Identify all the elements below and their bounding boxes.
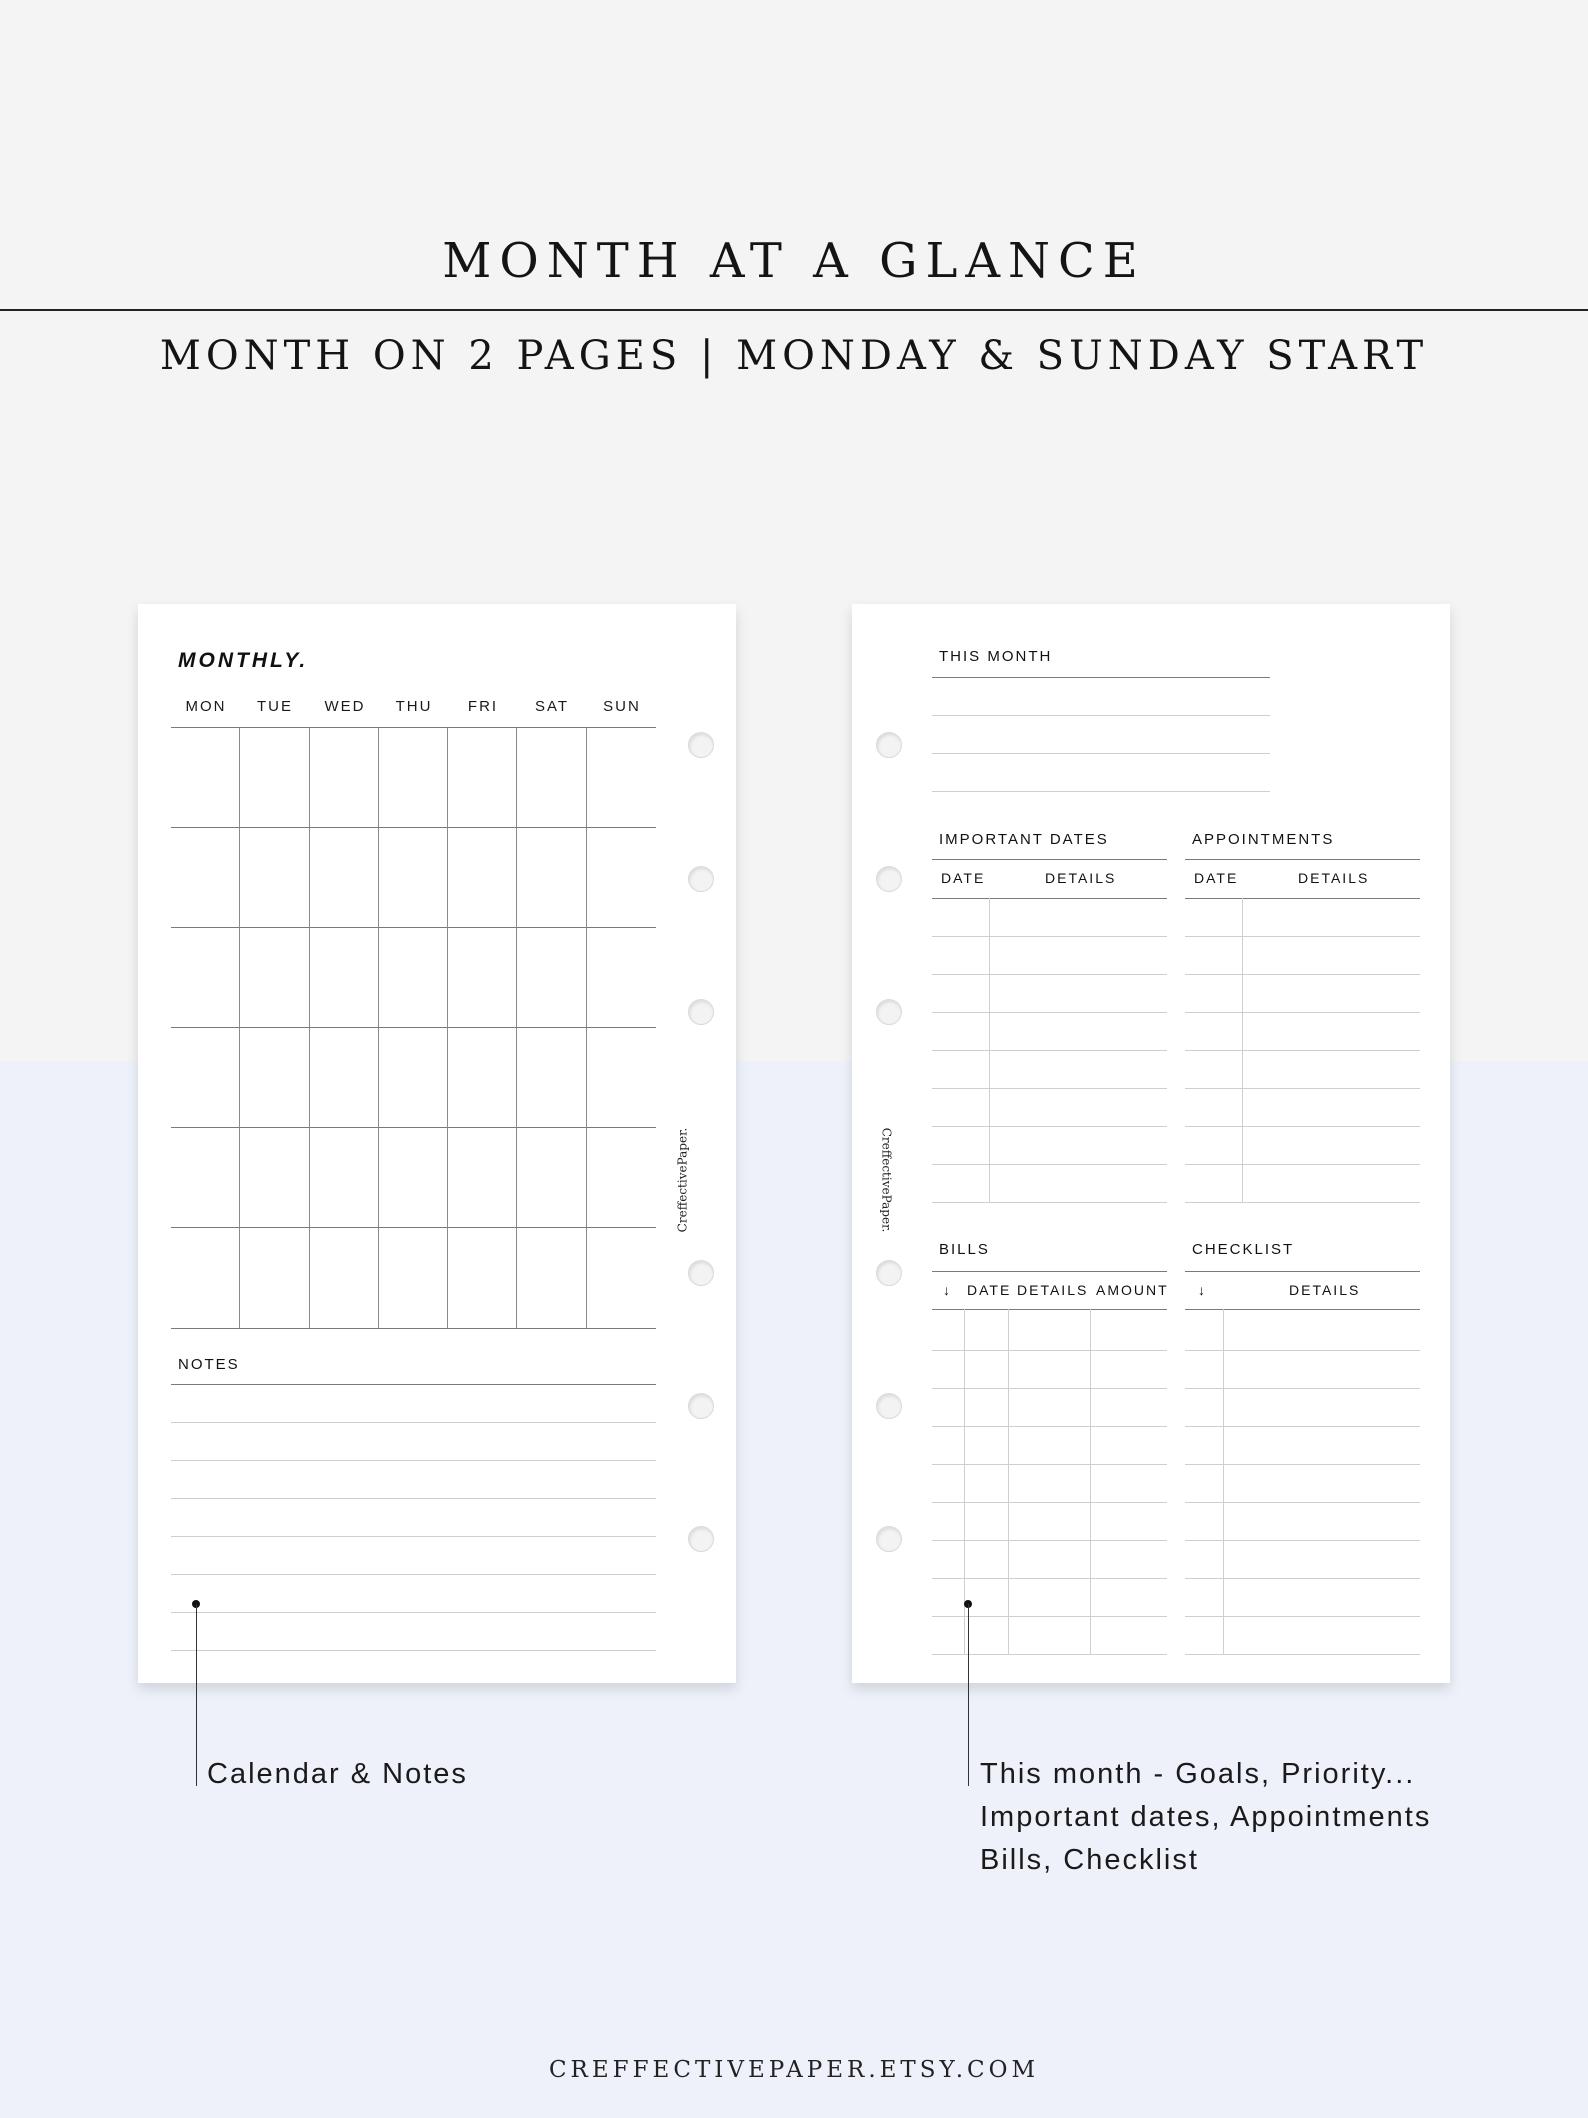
- appointments-rule: [1185, 859, 1420, 860]
- bills-line: [932, 1540, 1167, 1541]
- this-month-line: [932, 753, 1270, 754]
- calendar-cell: [379, 1028, 448, 1128]
- caption-calendar-notes: Calendar & Notes: [207, 1758, 468, 1790]
- calendar-cell: [448, 728, 517, 828]
- appointments-line: [1185, 1126, 1420, 1127]
- callout-leader-left: [196, 1604, 197, 1786]
- calendar-cell: [171, 728, 240, 828]
- ring-hole: [876, 866, 902, 892]
- caption-line: This month - Goals, Priority...: [980, 1758, 1416, 1790]
- ring-hole: [876, 1393, 902, 1419]
- calendar-grid: [171, 727, 656, 1329]
- checklist-line: [1185, 1616, 1420, 1617]
- important-dates-rule: [932, 859, 1167, 860]
- notes-line: [171, 1574, 656, 1575]
- calendar-cell: [587, 828, 656, 928]
- calendar-cell: [517, 828, 586, 928]
- calendar-cell: [379, 928, 448, 1028]
- ring-hole: [876, 1260, 902, 1286]
- caption-line: Bills, Checklist: [980, 1844, 1199, 1876]
- notes-line: [171, 1498, 656, 1499]
- day-header-mon: MON: [185, 698, 227, 715]
- checklist-line: [1185, 1388, 1420, 1389]
- calendar-cell: [310, 1128, 379, 1228]
- notes-line: [171, 1650, 656, 1651]
- important-dates-line: [932, 1012, 1167, 1013]
- calendar-cell: [587, 1128, 656, 1228]
- important-dates-col-details: DETAILS: [1045, 870, 1117, 886]
- calendar-cell: [240, 728, 309, 828]
- ring-hole: [876, 1526, 902, 1552]
- calendar-cell: [517, 1128, 586, 1228]
- day-header-tue: TUE: [257, 698, 293, 715]
- ring-hole: [876, 999, 902, 1025]
- appointments-col-details: DETAILS: [1298, 870, 1370, 886]
- bills-col-check: ↓: [943, 1282, 950, 1298]
- important-dates-line: [932, 1202, 1167, 1203]
- important-dates-line: [932, 974, 1167, 975]
- calendar-cell: [448, 828, 517, 928]
- calendar-cell: [240, 928, 309, 1028]
- bills-rule: [932, 1271, 1167, 1272]
- bills-line: [932, 1350, 1167, 1351]
- this-month-label: THIS MONTH: [939, 648, 1053, 665]
- calendar-cell: [310, 728, 379, 828]
- calendar-cell: [448, 928, 517, 1028]
- bills-col-amount: AMOUNT: [1096, 1282, 1169, 1298]
- bills-line: [932, 1464, 1167, 1465]
- calendar-cell: [379, 1128, 448, 1228]
- important-dates-line: [932, 936, 1167, 937]
- shop-url: CREFFECTIVEPAPER.ETSY.COM: [548, 2057, 1040, 2083]
- ring-hole: [688, 1526, 714, 1552]
- checklist-line: [1185, 1426, 1420, 1427]
- bills-line: [932, 1426, 1167, 1427]
- day-header-wed: WED: [324, 698, 366, 715]
- monthly-heading: MONTHLY.: [178, 649, 309, 672]
- ring-hole: [876, 732, 902, 758]
- bills-line: [932, 1502, 1167, 1503]
- checklist-line: [1185, 1502, 1420, 1503]
- appointments-col-date: DATE: [1194, 870, 1239, 886]
- notes-line: [171, 1460, 656, 1461]
- calendar-cell: [587, 928, 656, 1028]
- appointments-line: [1185, 936, 1420, 937]
- appointments-label: APPOINTMENTS: [1192, 831, 1335, 848]
- ring-hole: [688, 1393, 714, 1419]
- calendar-cell: [517, 1028, 586, 1128]
- calendar-cell: [240, 1228, 309, 1328]
- notes-line: [171, 1422, 656, 1423]
- calendar-cell: [587, 1028, 656, 1128]
- calendar-cell: [240, 828, 309, 928]
- checklist-divider: [1223, 1309, 1224, 1654]
- title-divider: [0, 309, 1588, 311]
- important-dates-line: [932, 1164, 1167, 1165]
- checklist-col-check: ↓: [1198, 1282, 1205, 1298]
- calendar-cell: [379, 728, 448, 828]
- brand-mark: CreffectivePaper.: [675, 1127, 690, 1233]
- calendar-cell: [240, 1028, 309, 1128]
- important-dates-header-rule: [932, 898, 1167, 899]
- appointments-line: [1185, 1050, 1420, 1051]
- calendar-cell: [171, 928, 240, 1028]
- appointments-line: [1185, 1202, 1420, 1203]
- checklist-line: [1185, 1464, 1420, 1465]
- calendar-cell: [240, 1128, 309, 1228]
- important-dates-line: [932, 1050, 1167, 1051]
- calendar-cell: [171, 1228, 240, 1328]
- page-subtitle: MONTH ON 2 PAGES | MONDAY & SUNDAY START: [159, 333, 1429, 379]
- calendar-cell: [587, 728, 656, 828]
- checklist-label: CHECKLIST: [1192, 1241, 1295, 1258]
- calendar-cell: [379, 828, 448, 928]
- this-month-line: [932, 791, 1270, 792]
- notes-line: [171, 1612, 656, 1613]
- bills-divider: [1090, 1309, 1091, 1654]
- appointments-header-rule: [1185, 898, 1420, 899]
- bills-label: BILLS: [939, 1241, 990, 1258]
- appointments-line: [1185, 1088, 1420, 1089]
- important-dates-label: IMPORTANT DATES: [939, 831, 1109, 848]
- day-header-sat: SAT: [534, 698, 570, 715]
- calendar-cell: [310, 928, 379, 1028]
- this-month-rule: [932, 677, 1270, 678]
- caption-overview: [980, 1753, 1431, 1882]
- calendar-cell: [310, 828, 379, 928]
- calendar-cell: [448, 1128, 517, 1228]
- day-header-thu: THU: [395, 698, 433, 715]
- ring-hole: [688, 1260, 714, 1286]
- calendar-cell: [171, 828, 240, 928]
- notes-rule: [171, 1384, 656, 1385]
- day-header-sun: SUN: [603, 698, 641, 715]
- calendar-cell: [310, 1228, 379, 1328]
- callout-leader-right: [968, 1604, 969, 1786]
- calendar-cell: [517, 928, 586, 1028]
- important-dates-line: [932, 1126, 1167, 1127]
- checklist-col-details: DETAILS: [1289, 1282, 1361, 1298]
- page-title: MONTH AT A GLANCE: [442, 233, 1146, 289]
- checklist-line: [1185, 1578, 1420, 1579]
- monthly-calendar-page: [138, 604, 736, 1683]
- important-dates-col-date: DATE: [941, 870, 986, 886]
- checklist-rule: [1185, 1271, 1420, 1272]
- calendar-cell: [379, 1228, 448, 1328]
- this-month-line: [932, 715, 1270, 716]
- appointments-line: [1185, 1012, 1420, 1013]
- checklist-line: [1185, 1540, 1420, 1541]
- ring-hole: [688, 999, 714, 1025]
- notes-line: [171, 1536, 656, 1537]
- bills-line: [932, 1388, 1167, 1389]
- month-overview-page: [852, 604, 1450, 1683]
- checklist-line: [1185, 1350, 1420, 1351]
- appointments-line: [1185, 1164, 1420, 1165]
- ring-hole: [688, 866, 714, 892]
- bills-divider: [1008, 1309, 1009, 1654]
- calendar-cell: [517, 728, 586, 828]
- ring-hole: [688, 732, 714, 758]
- day-header-fri: FRI: [467, 698, 499, 715]
- notes-label: NOTES: [178, 1356, 240, 1373]
- calendar-cell: [517, 1228, 586, 1328]
- bills-col-details: DETAILS: [1017, 1282, 1089, 1298]
- bills-line: [932, 1578, 1167, 1579]
- caption-line: Important dates, Appointments: [980, 1801, 1432, 1833]
- appointments-line: [1185, 974, 1420, 975]
- calendar-cell: [448, 1028, 517, 1128]
- calendar-cell: [171, 1128, 240, 1228]
- calendar-cell: [448, 1228, 517, 1328]
- calendar-cell: [171, 1028, 240, 1128]
- calendar-cell: [310, 1028, 379, 1128]
- brand-mark: CreffectivePaper.: [879, 1127, 894, 1233]
- calendar-cell: [587, 1228, 656, 1328]
- bills-col-date: DATE: [967, 1282, 1012, 1298]
- checklist-line: [1185, 1654, 1420, 1655]
- checklist-header-rule: [1185, 1309, 1420, 1310]
- important-dates-line: [932, 1088, 1167, 1089]
- bills-header-rule: [932, 1309, 1167, 1310]
